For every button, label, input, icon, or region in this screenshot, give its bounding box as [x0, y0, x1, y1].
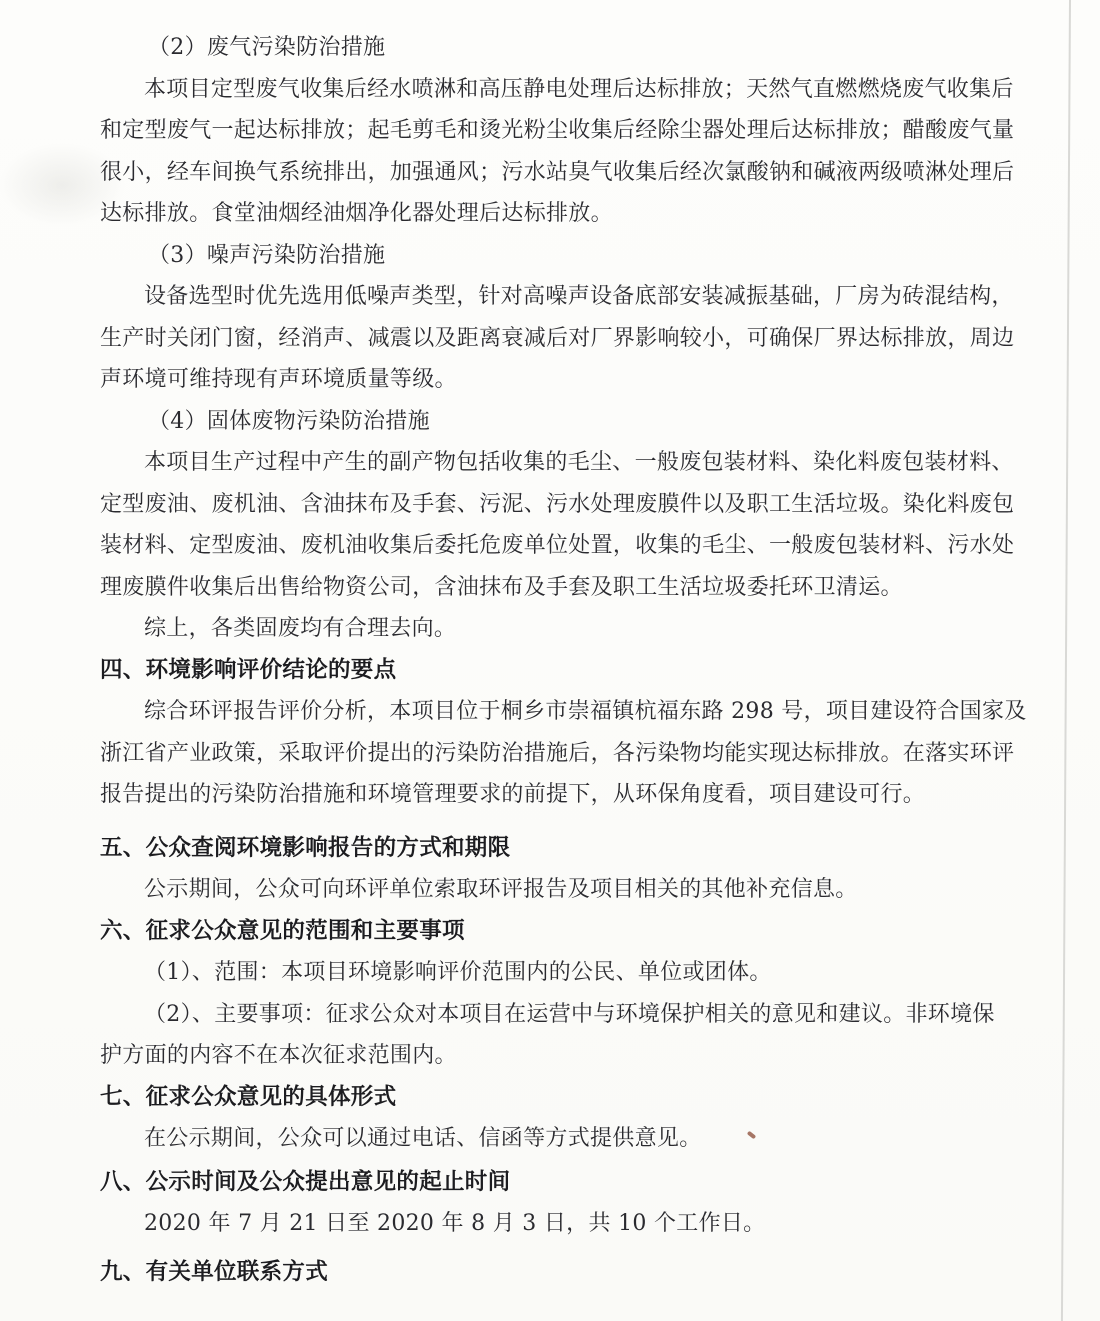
section-heading-8-notice-period: 八、公示时间及公众提出意见的起止时间	[100, 1168, 511, 1195]
paragraph-line: 公示期间，公众可向环评单位索取环评报告及项目相关的其他补充信息。	[144, 877, 858, 902]
paragraph-line: 护方面的内容不在本次征求范围内。	[100, 1043, 457, 1068]
list-item-main-matters: （2）、主要事项：征求公众对本项目在运营中与环境保护相关的意见和建议。非环境保	[144, 1001, 995, 1027]
section-heading-5-review-method: 五、公众查阅环境影响报告的方式和期限	[100, 834, 511, 861]
paragraph-line: 本项目定型废气收集后经水喷淋和高压静电处理后达标排放；天然气直燃燃烧废气收集后	[144, 76, 1014, 102]
paragraph-line: 很小，经车间换气系统排出，加强通风；污水站臭气收集后经次氯酸钠和碱液两级喷淋处理后	[100, 159, 1015, 185]
section-heading-9-contact: 九、有关单位联系方式	[100, 1258, 329, 1285]
paragraph-line: 达标排放。食堂油烟经油烟净化器处理后达标排放。	[100, 201, 613, 226]
section-heading-4-conclusion: 四、环境影响评价结论的要点	[100, 656, 397, 683]
paragraph-line: 设备选型时优先选用低噪声类型，针对高噪声设备底部安装减振基础，厂房为砖混结构，	[144, 284, 1014, 309]
paragraph-line: 浙江省产业政策，采取评价提出的污染防治措施后，各污染物均能实现达标排放。在落实环评	[100, 740, 1015, 766]
section-heading-6-opinion-scope: 六、征求公众意见的范围和主要事项	[100, 917, 465, 944]
subsection-heading-waste-gas: （2）废气污染防治措施	[148, 35, 386, 60]
section-heading-7-opinion-form: 七、征求公众意见的具体形式	[100, 1083, 397, 1110]
paragraph-line: 综合环评报告评价分析，本项目位于桐乡市崇福镇杭福东路 298 号，项目建设符合国家及	[144, 699, 1027, 724]
paragraph-line: 和定型废气一起达标排放；起毛剪毛和烫光粉尘收集后经除尘器处理后达标排放；醋酸废气量	[100, 118, 1015, 143]
paragraph-line: 本项目生产过程中产生的副产物包括收集的毛尘、一般废包装材料、染化料废包装材料、	[144, 450, 1014, 475]
subsection-heading-noise: （3）噪声污染防治措施	[148, 242, 386, 268]
paragraph-line: 定型废油、废机油、含油抹布及手套、污泥、污水处理废膜件以及职工生活垃圾。染化料废包	[100, 491, 1015, 517]
paragraph-line-dates: 2020 年 7 月 21 日至 2020 年 8 月 3 日，共 10 个工作日。	[144, 1211, 766, 1236]
paragraph-line: 理废膜件收集后出售给物资公司，含油抹布及手套及职工生活垃圾委托环卫清运。	[100, 574, 903, 600]
list-item-scope: （1）、范围：本项目环境影响评价范围内的公民、单位或团体。	[144, 960, 772, 985]
subsection-heading-solid-waste: （4）固体废物污染防治措施	[148, 408, 430, 434]
paragraph-line: 装材料、定型废油、废机油收集后委托危废单位处置，收集的毛尘、一般废包装材料、污水处	[100, 533, 1015, 558]
paragraph-line-summary: 综上，各类固废均有合理去向。	[144, 616, 457, 641]
paper-edge-line	[1061, 0, 1071, 1321]
paragraph-line: 报告提出的污染防治措施和环境管理要求的前提下，从环保角度看，项目建设可行。	[100, 782, 926, 807]
paragraph-line: 声环境可维持现有声环境质量等级。	[100, 367, 457, 392]
paragraph-line: 在公示期间，公众可以通过电话、信函等方式提供意见。	[144, 1126, 702, 1151]
document-body	[100, 27, 1027, 1293]
paragraph-line: 生产时关闭门窗，经消声、减震以及距离衰减后对厂界影响较小，可确保厂界达标排放，周边	[100, 325, 1015, 351]
